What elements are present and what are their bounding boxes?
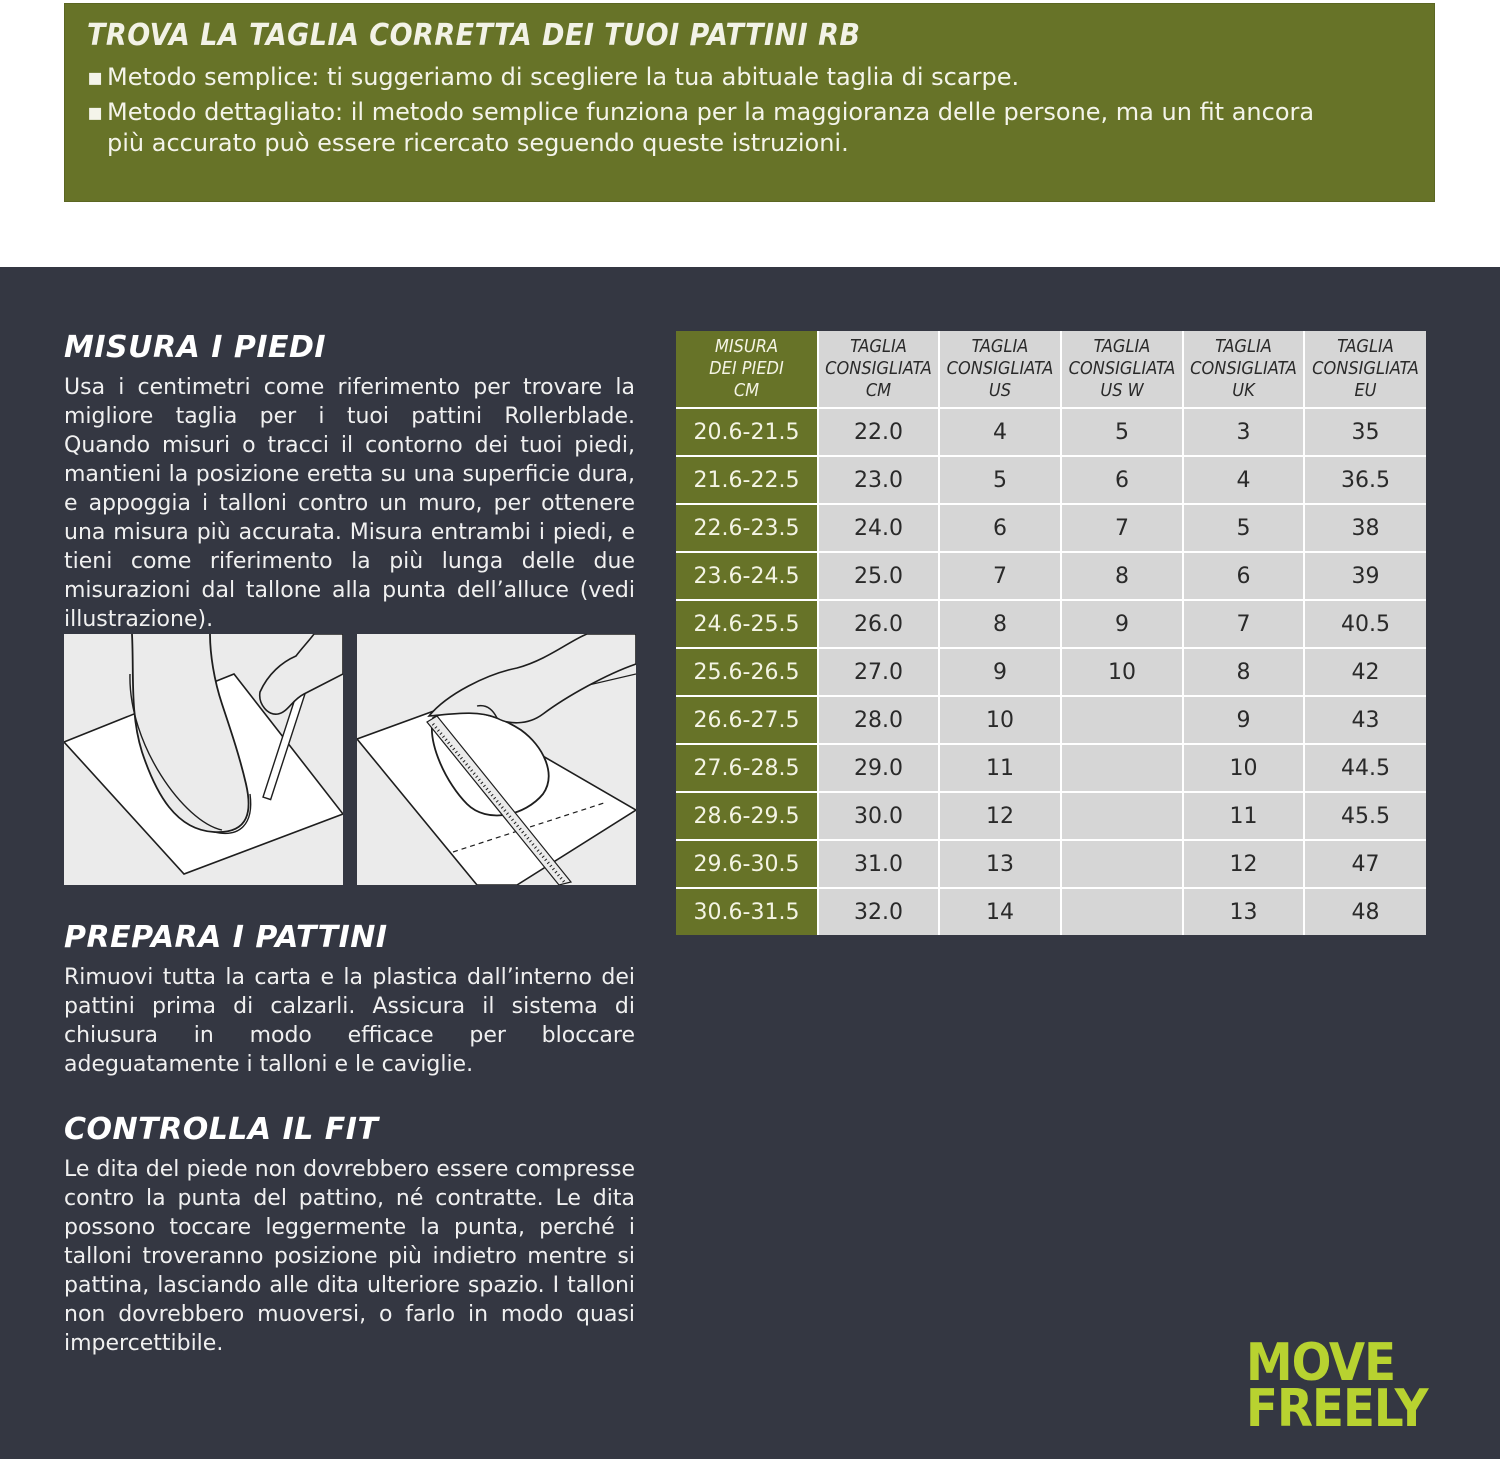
bullet-item bbox=[87, 97, 1337, 159]
size-cell: 10 bbox=[939, 696, 1061, 744]
table-row bbox=[676, 408, 1426, 456]
size-cell: 7 bbox=[1061, 504, 1183, 552]
foot-size-cell: 21.6-22.5 bbox=[676, 456, 818, 504]
section-title: PREPARA I PATTINI bbox=[64, 920, 388, 955]
foot-size-cell: 30.6-31.5 bbox=[676, 888, 818, 935]
bullet-text: Metodo semplice: ti suggeriamo di scegliere la tua abituale taglia di scarpe. bbox=[107, 63, 1020, 91]
foot-size-cell: 22.6-23.5 bbox=[676, 504, 818, 552]
table-row bbox=[676, 744, 1426, 792]
size-cell bbox=[1061, 888, 1183, 935]
table-row bbox=[676, 840, 1426, 888]
size-cell: 9 bbox=[939, 648, 1061, 696]
bullet-text: Metodo dettagliato: il metodo semplice funziona per la maggioranza delle persone, ma un fit ancora più accurato può essere ricercato seguendo queste istruzioni. bbox=[107, 98, 1315, 157]
logo-line: MOVE bbox=[1246, 1333, 1396, 1393]
table-row bbox=[676, 696, 1426, 744]
size-cell bbox=[1061, 792, 1183, 840]
foot-size-cell: 26.6-27.5 bbox=[676, 696, 818, 744]
size-cell: 14 bbox=[939, 888, 1061, 935]
foot-measuring-illustration bbox=[357, 634, 636, 885]
foot-size-cell: 28.6-29.5 bbox=[676, 792, 818, 840]
table-row bbox=[676, 792, 1426, 840]
size-cell: 4 bbox=[939, 408, 1061, 456]
size-cell: 40.5 bbox=[1304, 600, 1426, 648]
size-cell: 39 bbox=[1304, 552, 1426, 600]
size-cell: 47 bbox=[1304, 840, 1426, 888]
logo-line: FREELY bbox=[1246, 1379, 1428, 1439]
size-cell: 11 bbox=[939, 744, 1061, 792]
size-cell: 7 bbox=[939, 552, 1061, 600]
size-cell bbox=[1061, 840, 1183, 888]
foot-measuring-icon bbox=[357, 634, 636, 885]
size-cell: 11 bbox=[1183, 792, 1304, 840]
size-cell: 27.0 bbox=[818, 648, 939, 696]
foot-tracing-illustration bbox=[64, 634, 343, 885]
table-row bbox=[676, 888, 1426, 935]
size-cell: 48 bbox=[1304, 888, 1426, 935]
section-title: CONTROLLA IL FIT bbox=[64, 1112, 379, 1147]
foot-size-cell: 25.6-26.5 bbox=[676, 648, 818, 696]
size-cell: 5 bbox=[1061, 408, 1183, 456]
size-cell: 7 bbox=[1183, 600, 1304, 648]
size-cell: 13 bbox=[939, 840, 1061, 888]
bullet-icon: ▪ bbox=[87, 63, 104, 91]
size-cell: 42 bbox=[1304, 648, 1426, 696]
foot-size-cell: 23.6-24.5 bbox=[676, 552, 818, 600]
header-foot-cm: MISURA DEI PIEDI CM bbox=[676, 331, 818, 408]
section-measure bbox=[64, 330, 635, 634]
size-cell: 22.0 bbox=[818, 408, 939, 456]
size-cell: 25.0 bbox=[818, 552, 939, 600]
size-chart-table bbox=[676, 331, 1426, 935]
size-cell: 9 bbox=[1061, 600, 1183, 648]
size-cell: 24.0 bbox=[818, 504, 939, 552]
size-cell: 32.0 bbox=[818, 888, 939, 935]
foot-size-cell: 24.6-25.5 bbox=[676, 600, 818, 648]
size-cell: 10 bbox=[1061, 648, 1183, 696]
foot-size-cell: 27.6-28.5 bbox=[676, 744, 818, 792]
table-header-row bbox=[676, 331, 1426, 408]
size-cell: 23.0 bbox=[818, 456, 939, 504]
section-text: Usa i centimetri come riferimento per trovare la migliore taglia per i tuoi pattini Rollerblade. Quando misuri o tracci il contorno dei tuoi piedi, mantieni la posizione eretta su una superficie dura, e appoggia i talloni contro un muro, per ottenere una misura più accurata. Misura entrambi i piedi, e tieni come riferimento la più lunga delle due misurazioni dal tallone alla punta dell’alluce (vedi illustrazione). bbox=[64, 375, 635, 632]
section-text: Le dita del piede non dovrebbero essere compresse contro la punta del pattino, né contratte. Le dita possono toccare leggermente la punta, perché i talloni troveranno posizione più indietro mentre si pattina, lasciando alle dita ulteriore spazio. I talloni non dovrebbero muoversi, o farlo in modo quasi impercettibile. bbox=[64, 1157, 635, 1356]
size-cell: 8 bbox=[1061, 552, 1183, 600]
header-size-uk: TAGLIA CONSIGLIATA UK bbox=[1183, 331, 1304, 408]
size-cell: 29.0 bbox=[818, 744, 939, 792]
size-cell: 43 bbox=[1304, 696, 1426, 744]
foot-size-cell: 29.6-30.5 bbox=[676, 840, 818, 888]
table-row bbox=[676, 648, 1426, 696]
foot-size-cell: 20.6-21.5 bbox=[676, 408, 818, 456]
table-body bbox=[676, 408, 1426, 935]
size-cell: 10 bbox=[1183, 744, 1304, 792]
bullet-item bbox=[87, 62, 1337, 93]
table-row bbox=[676, 504, 1426, 552]
size-cell: 5 bbox=[939, 456, 1061, 504]
size-cell: 6 bbox=[1061, 456, 1183, 504]
size-cell bbox=[1061, 744, 1183, 792]
section-title: MISURA I PIEDI bbox=[64, 330, 327, 365]
section-prepare bbox=[64, 920, 635, 1079]
size-cell: 6 bbox=[1183, 552, 1304, 600]
size-cell: 4 bbox=[1183, 456, 1304, 504]
size-cell: 6 bbox=[939, 504, 1061, 552]
header-size-cm: TAGLIA CONSIGLIATA CM bbox=[818, 331, 939, 408]
size-cell: 3 bbox=[1183, 408, 1304, 456]
table-row bbox=[676, 552, 1426, 600]
size-cell bbox=[1061, 696, 1183, 744]
size-cell: 35 bbox=[1304, 408, 1426, 456]
size-cell: 44.5 bbox=[1304, 744, 1426, 792]
header-size-us-w: TAGLIA CONSIGLIATA US W bbox=[1061, 331, 1183, 408]
size-cell: 36.5 bbox=[1304, 456, 1426, 504]
size-cell: 8 bbox=[939, 600, 1061, 648]
foot-tracing-icon bbox=[64, 634, 343, 885]
table-row bbox=[676, 600, 1426, 648]
move-freely-logo bbox=[1246, 1333, 1428, 1439]
size-cell: 12 bbox=[939, 792, 1061, 840]
size-cell: 30.0 bbox=[818, 792, 939, 840]
size-cell: 9 bbox=[1183, 696, 1304, 744]
size-cell: 45.5 bbox=[1304, 792, 1426, 840]
table-row bbox=[676, 456, 1426, 504]
size-cell: 8 bbox=[1183, 648, 1304, 696]
header-size-eu: TAGLIA CONSIGLIATA EU bbox=[1304, 331, 1426, 408]
size-cell: 28.0 bbox=[818, 696, 939, 744]
size-cell: 38 bbox=[1304, 504, 1426, 552]
size-cell: 31.0 bbox=[818, 840, 939, 888]
size-cell: 26.0 bbox=[818, 600, 939, 648]
banner-title: TROVA LA TAGLIA CORRETTA DEI TUOI PATTINI RB bbox=[87, 18, 861, 53]
banner-bullets bbox=[87, 62, 1337, 163]
size-cell: 5 bbox=[1183, 504, 1304, 552]
size-cell: 13 bbox=[1183, 888, 1304, 935]
section-text: Rimuovi tutta la carta e la plastica dall’interno dei pattini prima di calzarli. Assicura il sistema di chiusura in modo efficace per bloccare adeguatamente i talloni e le caviglie. bbox=[64, 965, 635, 1077]
size-cell: 12 bbox=[1183, 840, 1304, 888]
bullet-icon: ▪ bbox=[87, 98, 104, 126]
section-fit bbox=[64, 1112, 635, 1358]
header-size-us: TAGLIA CONSIGLIATA US bbox=[939, 331, 1061, 408]
header-banner bbox=[64, 3, 1435, 202]
